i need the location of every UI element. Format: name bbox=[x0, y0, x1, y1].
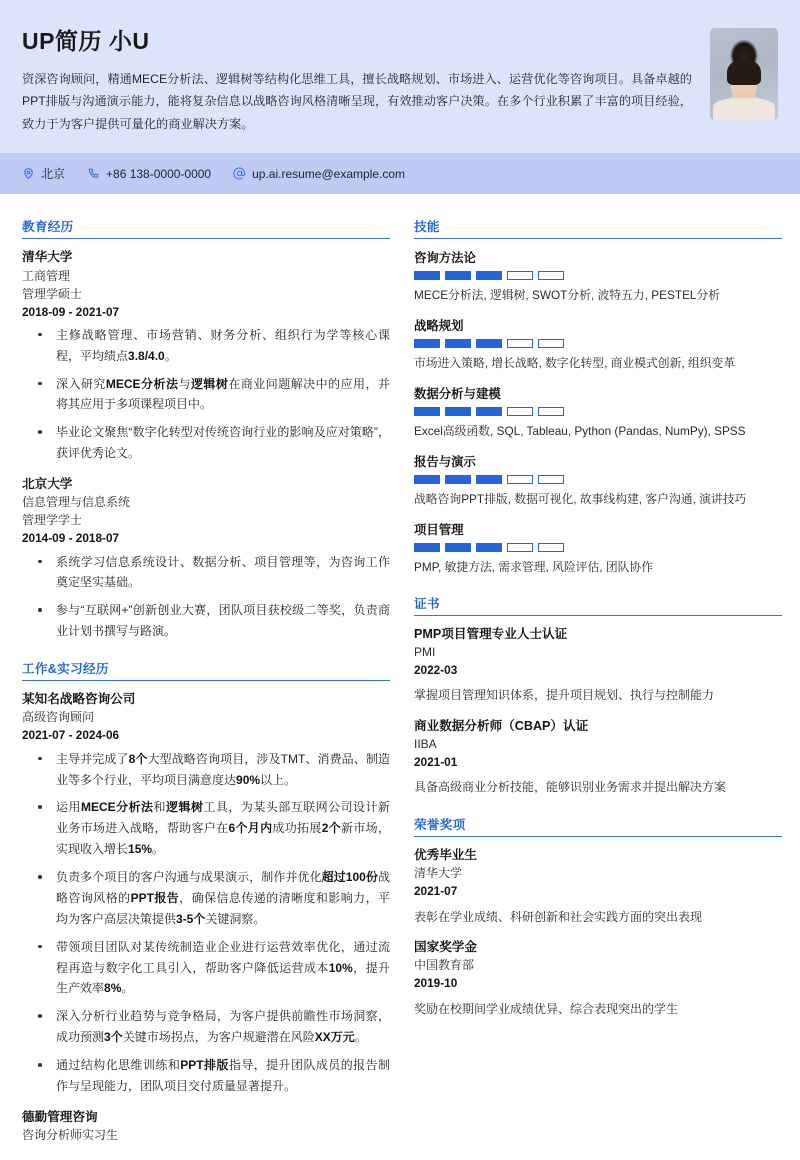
section-title-education: 教育经历 bbox=[22, 216, 390, 239]
bullet-item: 负责多个项目的客户沟通与成果演示，制作并优化超过100份战略咨询风格的PPT报告，确保信息传递的清晰度和影响力，平均为客户高层决策提供3-5个关键洞察。 bbox=[22, 867, 390, 930]
bullet-item: 主导并完成了8个大型战略咨询项目，涉及TMT、消费品、制造业等多个行业，平均项目满意度达90%以上。 bbox=[22, 749, 390, 791]
entry-issuer: IIBA bbox=[414, 737, 437, 752]
skill-detail: MECE分析法, 逻辑树, SWOT分析, 波特五力, PESTEL分析 bbox=[414, 288, 721, 303]
skill-level-bar bbox=[538, 271, 564, 280]
award-list bbox=[414, 846, 782, 1019]
education-entry bbox=[22, 248, 390, 464]
entry-description: 掌握项目管理知识体系，提升项目规划、执行与控制能力 bbox=[414, 688, 715, 703]
skill-name: 战略规划 bbox=[414, 319, 464, 334]
section-title-work: 工作&实习经历 bbox=[22, 658, 390, 681]
skill-level-bar bbox=[476, 543, 502, 552]
section-skills bbox=[414, 216, 782, 576]
entry-subtitle: 高级咨询顾问 bbox=[22, 710, 95, 725]
avatar bbox=[710, 28, 778, 120]
skill-name: 数据分析与建模 bbox=[414, 387, 501, 402]
skill-level-bar bbox=[538, 339, 564, 348]
entry-issuer: PMI bbox=[414, 644, 436, 659]
bullet-list bbox=[22, 325, 390, 464]
skill-level-bar bbox=[445, 407, 471, 416]
skill-level-bar bbox=[414, 339, 440, 348]
education-entry-list bbox=[22, 248, 390, 642]
header-text-block bbox=[22, 28, 710, 135]
work-entry-list bbox=[22, 690, 390, 1144]
skill-item bbox=[414, 520, 782, 577]
candidate-name: UP简历 小U bbox=[22, 28, 150, 54]
skill-item bbox=[414, 248, 782, 305]
skill-level-meter bbox=[414, 543, 782, 552]
contact-phone-text: +86 138-0000-0000 bbox=[106, 166, 212, 181]
skill-level-bar bbox=[538, 475, 564, 484]
entry-title: 商业数据分析师（CBAP）认证 bbox=[414, 718, 589, 733]
entry-title: 优秀毕业生 bbox=[414, 847, 477, 862]
skill-level-bar bbox=[445, 339, 471, 348]
entry-degree: 管理学硕士 bbox=[22, 286, 83, 301]
bullet-item: 深入分析行业趋势与竞争格局，为客户提供前瞻性市场洞察，成功预测3个关键市场拐点，为客户规避潜在风险XX万元。 bbox=[22, 1006, 390, 1048]
entry-date: 2019-10 bbox=[414, 976, 458, 991]
bullet-item: 毕业论文聚焦“数字化转型对传统咨询行业的影响及应对策略”，获评优秀论文。 bbox=[22, 422, 390, 464]
entry-title: 清华大学 bbox=[22, 250, 73, 265]
bullet-item: 运用MECE分析法和逻辑树工具，为某头部互联网公司设计新业务市场进入战略，帮助客户在6个月内成功拓展2个新市场，实现收入增长15%。 bbox=[22, 797, 390, 860]
entry-description: 奖励在校期间学业成绩优异、综合表现突出的学生 bbox=[414, 1001, 679, 1016]
award-entry bbox=[414, 846, 782, 927]
portrait-photo bbox=[710, 28, 778, 120]
skill-level-bar bbox=[538, 543, 564, 552]
skill-item bbox=[414, 316, 782, 373]
candidate-summary: 资深咨询顾问，精通MECE分析法、逻辑树等结构化思维工具，擅长战略规划、市场进入、运营优化等咨询项目。具备卓越的PPT排版与沟通演示能力，能将复杂信息以战略咨询风格清晰呈现，有效推动客户决策。在多个行业积累了丰富的项目经验，致力于为客户提供可量化的商业解决方案。 bbox=[22, 71, 692, 131]
skill-level-bar bbox=[507, 407, 533, 416]
skill-level-bar bbox=[414, 543, 440, 552]
entry-subtitle: 工商管理 bbox=[22, 268, 71, 283]
contact-email-text: up.ai.resume@example.com bbox=[252, 166, 406, 181]
entry-date: 2021-07 - 2024-06 bbox=[22, 728, 120, 743]
entry-subtitle: 信息管理与信息系统 bbox=[22, 495, 131, 510]
resume-body bbox=[0, 194, 800, 1160]
skill-level-bar bbox=[445, 543, 471, 552]
certificate-entry bbox=[414, 625, 782, 706]
section-awards bbox=[414, 814, 782, 1019]
skill-level-bar bbox=[507, 475, 533, 484]
section-certificates bbox=[414, 593, 782, 798]
work-entry bbox=[22, 1108, 390, 1144]
skill-detail: PMP, 敏捷方法, 需求管理, 风险评估, 团队协作 bbox=[414, 559, 654, 574]
skill-name: 报告与演示 bbox=[414, 454, 476, 469]
skill-level-bar bbox=[538, 407, 564, 416]
skill-level-bar bbox=[414, 407, 440, 416]
skill-level-bar bbox=[507, 271, 533, 280]
resume-header bbox=[0, 0, 800, 153]
skill-level-meter bbox=[414, 271, 782, 280]
skill-level-bar bbox=[414, 271, 440, 280]
skill-level-bar bbox=[445, 271, 471, 280]
skill-level-meter bbox=[414, 407, 782, 416]
left-column bbox=[22, 216, 390, 1160]
skill-item bbox=[414, 452, 782, 509]
skill-level-bar bbox=[476, 407, 502, 416]
contact-email bbox=[233, 167, 405, 181]
skill-list bbox=[414, 248, 782, 576]
entry-issuer: 清华大学 bbox=[414, 866, 463, 881]
skill-level-bar bbox=[476, 475, 502, 484]
education-entry bbox=[22, 475, 390, 642]
certificate-list bbox=[414, 625, 782, 798]
contact-phone bbox=[87, 167, 211, 181]
bullet-item: 参与“互联网+”创新创业大赛，团队项目获校级二等奖，负责商业计划书撰写与路演。 bbox=[22, 600, 390, 642]
entry-date: 2014-09 - 2018-07 bbox=[22, 531, 120, 546]
skill-level-bar bbox=[476, 271, 502, 280]
entry-date: 2021-07 bbox=[414, 884, 458, 899]
skill-level-meter bbox=[414, 339, 782, 348]
contact-bar bbox=[0, 153, 800, 194]
bullet-list bbox=[22, 552, 390, 643]
entry-title: 国家奖学金 bbox=[414, 940, 477, 955]
skill-detail: 战略咨询PPT排版, 数据可视化, 故事线构建, 客户沟通, 演讲技巧 bbox=[414, 491, 747, 506]
skill-level-bar bbox=[445, 475, 471, 484]
bullet-item: 主修战略管理、市场营销、财务分析、组织行为学等核心课程，平均绩点3.8/4.0。 bbox=[22, 325, 390, 367]
award-entry bbox=[414, 938, 782, 1019]
contact-location bbox=[22, 165, 65, 182]
skill-level-bar bbox=[414, 475, 440, 484]
section-work bbox=[22, 658, 390, 1144]
certificate-entry bbox=[414, 717, 782, 798]
contact-location-text: 北京 bbox=[41, 167, 66, 182]
entry-degree: 管理学学士 bbox=[22, 513, 83, 528]
entry-date: 2022-03 bbox=[414, 662, 458, 677]
section-education bbox=[22, 216, 390, 642]
bullet-item: 深入研究MECE分析法与逻辑树在商业问题解决中的应用，并将其应用于多项课程项目中。 bbox=[22, 374, 390, 416]
entry-title: 德勤管理咨询 bbox=[22, 1109, 98, 1124]
phone-icon bbox=[87, 167, 100, 180]
section-title-awards: 荣誉奖项 bbox=[414, 814, 782, 837]
bullet-item: 带领项目团队对某传统制造业企业进行运营效率优化，通过流程再造与数字化工具引入，帮助客户降低运营成本10%，提升生产效率8%。 bbox=[22, 937, 390, 1000]
bullet-list bbox=[22, 749, 390, 1097]
entry-issuer: 中国教育部 bbox=[414, 958, 475, 973]
right-column bbox=[414, 216, 782, 1160]
skill-detail: 市场进入策略, 增长战略, 数字化转型, 商业模式创新, 组织变革 bbox=[414, 356, 736, 371]
skill-level-bar bbox=[476, 339, 502, 348]
section-title-certificates: 证书 bbox=[414, 593, 782, 616]
location-pin-icon bbox=[22, 167, 35, 180]
at-sign-icon bbox=[233, 167, 246, 180]
entry-title: 北京大学 bbox=[22, 477, 73, 492]
skill-level-meter bbox=[414, 475, 782, 484]
entry-description: 具备高级商业分析技能，能够识别业务需求并提出解决方案 bbox=[414, 780, 727, 795]
entry-date: 2021-01 bbox=[414, 755, 458, 770]
skill-detail: Excel高级函数, SQL, Tableau, Python (Pandas, NumPy), SPSS bbox=[414, 424, 746, 439]
skill-name: 咨询方法论 bbox=[414, 251, 476, 266]
entry-date: 2018-09 - 2021-07 bbox=[22, 304, 120, 319]
portrait-hair bbox=[727, 59, 761, 85]
bullet-item: 系统学习信息系统设计、数据分析、项目管理等，为咨询工作奠定坚实基础。 bbox=[22, 552, 390, 594]
portrait-shoulders bbox=[713, 98, 775, 120]
bullet-item: 通过结构化思维训练和PPT排版指导，提升团队成员的报告制作与呈现能力，团队项目交付质量显著提升。 bbox=[22, 1055, 390, 1097]
skill-item bbox=[414, 384, 782, 441]
section-title-skills: 技能 bbox=[414, 216, 782, 239]
skill-level-bar bbox=[507, 543, 533, 552]
skill-level-bar bbox=[507, 339, 533, 348]
entry-description: 表彰在学业成绩、科研创新和社会实践方面的突出表现 bbox=[414, 909, 703, 924]
skill-name: 项目管理 bbox=[414, 522, 464, 537]
entry-subtitle: 咨询分析师实习生 bbox=[22, 1128, 119, 1142]
entry-title: 某知名战略咨询公司 bbox=[22, 692, 136, 707]
entry-title: PMP项目管理专业人士认证 bbox=[414, 626, 568, 641]
work-entry bbox=[22, 690, 390, 1097]
